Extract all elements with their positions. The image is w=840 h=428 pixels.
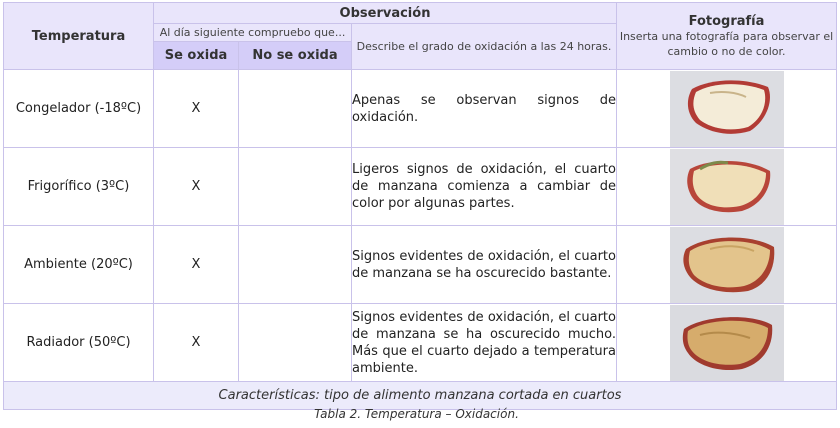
apple-slice-photo-dark (670, 305, 784, 381)
header-observacion: Observación (154, 3, 617, 24)
header-fotografia (617, 3, 837, 70)
se-oxida-cell: X (154, 304, 239, 382)
se-oxida-cell: X (154, 148, 239, 226)
table-footer: Características: tipo de alimento manzana cortada en cuartos (4, 382, 837, 410)
observation-table (3, 2, 837, 410)
photo-cell (617, 148, 837, 226)
temperature-cell: Ambiente (20ºC) (4, 226, 154, 304)
no-se-oxida-cell (239, 70, 352, 148)
apple-slice-photo-browned (670, 227, 784, 303)
table-row (4, 70, 837, 148)
apple-slice-photo-pale (670, 71, 784, 147)
table-row (4, 226, 837, 304)
se-oxida-cell: X (154, 226, 239, 304)
photo-cell (617, 226, 837, 304)
header-fotografia-desc: Inserta una fotografía para observar el cambio o no de color. (619, 29, 834, 58)
header-no-se-oxida: No se oxida (239, 42, 352, 70)
temperature-cell: Congelador (-18ºC) (4, 70, 154, 148)
observation-table-container (3, 2, 836, 410)
table-row (4, 304, 837, 382)
se-oxida-cell: X (154, 70, 239, 148)
description-cell: Signos evidentes de oxidación, el cuarto de manzana se ha oscurecido bastante. (352, 226, 617, 304)
no-se-oxida-cell (239, 148, 352, 226)
temperature-cell: Frigorífico (3ºC) (4, 148, 154, 226)
photo-cell (617, 70, 837, 148)
no-se-oxida-cell (239, 304, 352, 382)
header-se-oxida: Se oxida (154, 42, 239, 70)
description-cell: Ligeros signos de oxidación, el cuarto de manzana comienza a cambiar de color por algunas partes. (352, 148, 617, 226)
header-describe: Describe el grado de oxidación a las 24 horas. (352, 24, 617, 70)
header-fotografia-title: Fotografía (688, 13, 765, 29)
header-al-dia: Al día siguiente compruebo que... (154, 24, 352, 42)
description-cell: Signos evidentes de oxidación, el cuarto de manzana se ha oscurecido mucho. Más que el cuarto dejado a temperatura ambiente. (352, 304, 617, 382)
table-caption: Tabla 2. Temperatura – Oxidación. (314, 407, 519, 421)
no-se-oxida-cell (239, 226, 352, 304)
apple-slice-photo-light (670, 149, 784, 225)
temperature-cell: Radiador (50ºC) (4, 304, 154, 382)
photo-cell (617, 304, 837, 382)
table-row (4, 148, 837, 226)
header-temperatura: Temperatura (4, 3, 154, 70)
description-cell: Apenas se observan signos de oxidación. (352, 70, 617, 148)
